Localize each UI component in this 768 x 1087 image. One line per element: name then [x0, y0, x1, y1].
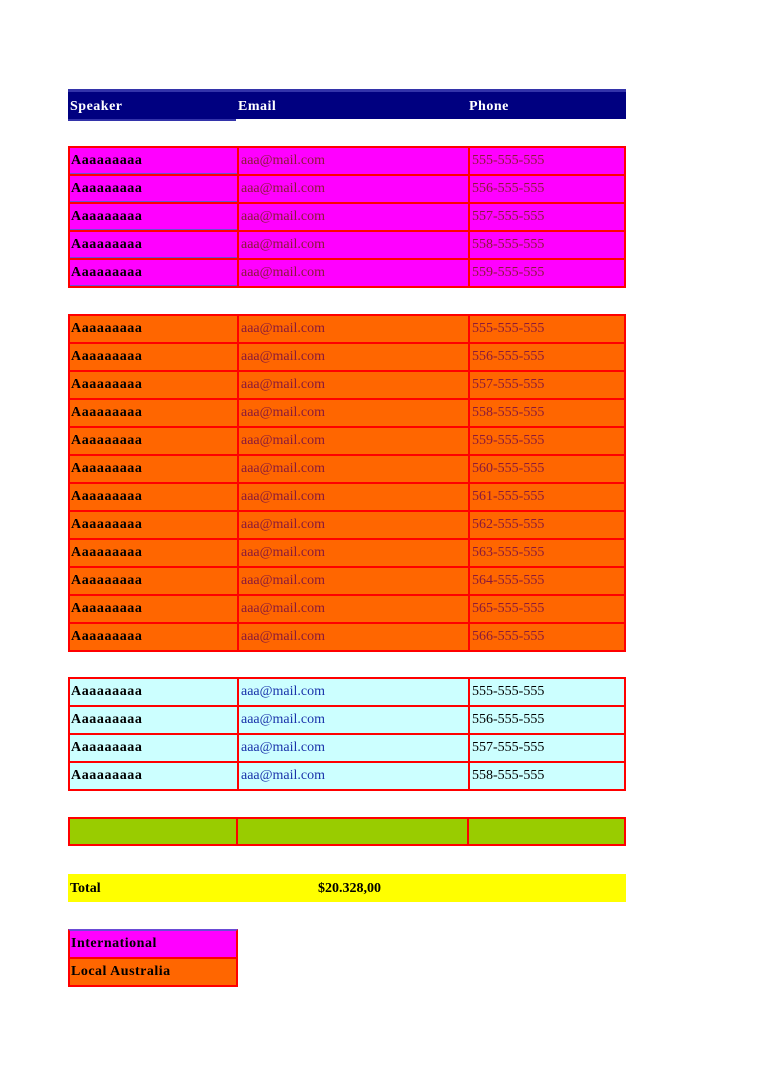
phone-cell: 559-555-555 — [468, 428, 624, 454]
header-underline — [68, 119, 236, 121]
table-row — [68, 707, 626, 735]
email-cell: aaa@mail.com — [237, 176, 468, 202]
phone-cell: 557-555-555 — [468, 735, 624, 761]
table-row — [68, 677, 626, 707]
phone-cell: 556-555-555 — [468, 344, 624, 370]
total-label: Total — [70, 881, 101, 896]
other-speakers-group — [68, 677, 626, 791]
table-row — [68, 400, 626, 428]
header-speaker: Speaker — [70, 99, 123, 114]
phone-cell: 560-555-555 — [468, 456, 624, 482]
table-row — [68, 735, 626, 763]
speaker-cell: Aaaaaaaaa — [70, 176, 237, 202]
legend-international: International — [68, 929, 238, 959]
phone-cell: 559-555-555 — [468, 260, 624, 286]
phone-cell: 555-555-555 — [468, 679, 624, 705]
email-cell: aaa@mail.com — [237, 260, 468, 286]
speaker-cell: Aaaaaaaaa — [70, 204, 237, 230]
phone-cell: 561-555-555 — [468, 484, 624, 510]
speaker-cell: Aaaaaaaaa — [71, 321, 143, 336]
email-cell: aaa@mail.com — [237, 372, 468, 398]
speaker-cell: Aaaaaaaaa — [71, 461, 143, 476]
email-cell: aaa@mail.com — [237, 568, 468, 594]
table-row — [68, 260, 626, 288]
email-cell: aaa@mail.com — [237, 763, 468, 789]
total-value: $20.328,00 — [318, 881, 381, 896]
speaker-cell: Aaaaaaaaa — [71, 712, 143, 727]
phone-cell: 557-555-555 — [468, 372, 624, 398]
header-email: Email — [238, 99, 277, 114]
speaker-cell: Aaaaaaaaa — [71, 573, 143, 588]
email-cell: aaa@mail.com — [237, 596, 468, 622]
email-cell: aaa@mail.com — [237, 484, 468, 510]
email-cell: aaa@mail.com — [237, 679, 468, 705]
email-cell: aaa@mail.com — [237, 624, 468, 650]
email-cell: aaa@mail.com — [237, 232, 468, 258]
speaker-cell: Aaaaaaaaa — [71, 629, 143, 644]
speaker-cell: Aaaaaaaaa — [71, 768, 143, 783]
speaker-cell: Aaaaaaaaa — [70, 260, 237, 286]
phone-cell: 566-555-555 — [468, 624, 624, 650]
empty-green-row — [68, 817, 626, 846]
phone-cell: 556-555-555 — [468, 707, 624, 733]
speaker-cell: Aaaaaaaaa — [71, 601, 143, 616]
email-cell: aaa@mail.com — [237, 707, 468, 733]
phone-cell: 555-555-555 — [468, 316, 624, 342]
speaker-cell: Aaaaaaaaa — [71, 517, 143, 532]
cell-divider — [467, 819, 469, 844]
table-row — [68, 568, 626, 596]
speaker-cell: Aaaaaaaaa — [71, 377, 143, 392]
speaker-cell: Aaaaaaaaa — [71, 433, 143, 448]
phone-cell: 565-555-555 — [468, 596, 624, 622]
table-row — [68, 232, 626, 260]
table-row — [68, 428, 626, 456]
email-cell: aaa@mail.com — [237, 456, 468, 482]
phone-cell: 564-555-555 — [468, 568, 624, 594]
local-speakers-group — [68, 314, 626, 652]
header-phone: Phone — [469, 99, 509, 114]
phone-cell: 558-555-555 — [468, 763, 624, 789]
speaker-cell: Aaaaaaaaa — [71, 489, 143, 504]
speaker-cell: Aaaaaaaaa — [70, 232, 237, 258]
table-row — [68, 314, 626, 344]
legend — [68, 929, 238, 987]
speaker-cell: Aaaaaaaaa — [71, 349, 143, 364]
legend-local-australia: Local Australia — [68, 959, 238, 987]
table-row — [68, 146, 626, 176]
phone-cell: 563-555-555 — [468, 540, 624, 566]
phone-cell: 558-555-555 — [468, 232, 624, 258]
table-row — [68, 624, 626, 652]
email-cell: aaa@mail.com — [237, 428, 468, 454]
table-header — [68, 89, 626, 119]
phone-cell: 558-555-555 — [468, 400, 624, 426]
cell-divider — [236, 819, 238, 844]
table-row — [68, 456, 626, 484]
email-cell: aaa@mail.com — [237, 204, 468, 230]
email-cell: aaa@mail.com — [237, 512, 468, 538]
table-row — [68, 372, 626, 400]
speaker-cell: Aaaaaaaaa — [71, 405, 143, 420]
phone-cell: 555-555-555 — [468, 148, 624, 174]
email-cell: aaa@mail.com — [237, 316, 468, 342]
phone-cell: 562-555-555 — [468, 512, 624, 538]
table-row — [68, 540, 626, 568]
table-row — [68, 204, 626, 232]
speaker-cell: Aaaaaaaaa — [70, 148, 237, 174]
email-cell: aaa@mail.com — [237, 148, 468, 174]
table-row — [68, 596, 626, 624]
table-row — [68, 176, 626, 204]
speaker-cell: Aaaaaaaaa — [71, 684, 143, 699]
phone-cell: 557-555-555 — [468, 204, 624, 230]
speaker-cell: Aaaaaaaaa — [71, 740, 143, 755]
email-cell: aaa@mail.com — [237, 735, 468, 761]
international-speakers-group — [68, 146, 626, 288]
email-cell: aaa@mail.com — [237, 400, 468, 426]
phone-cell: 556-555-555 — [468, 176, 624, 202]
speaker-cell: Aaaaaaaaa — [71, 545, 143, 560]
table-row — [68, 763, 626, 791]
email-cell: aaa@mail.com — [237, 344, 468, 370]
table-row — [68, 484, 626, 512]
table-row — [68, 344, 626, 372]
table-row — [68, 512, 626, 540]
total-row — [68, 874, 626, 902]
email-cell: aaa@mail.com — [237, 540, 468, 566]
